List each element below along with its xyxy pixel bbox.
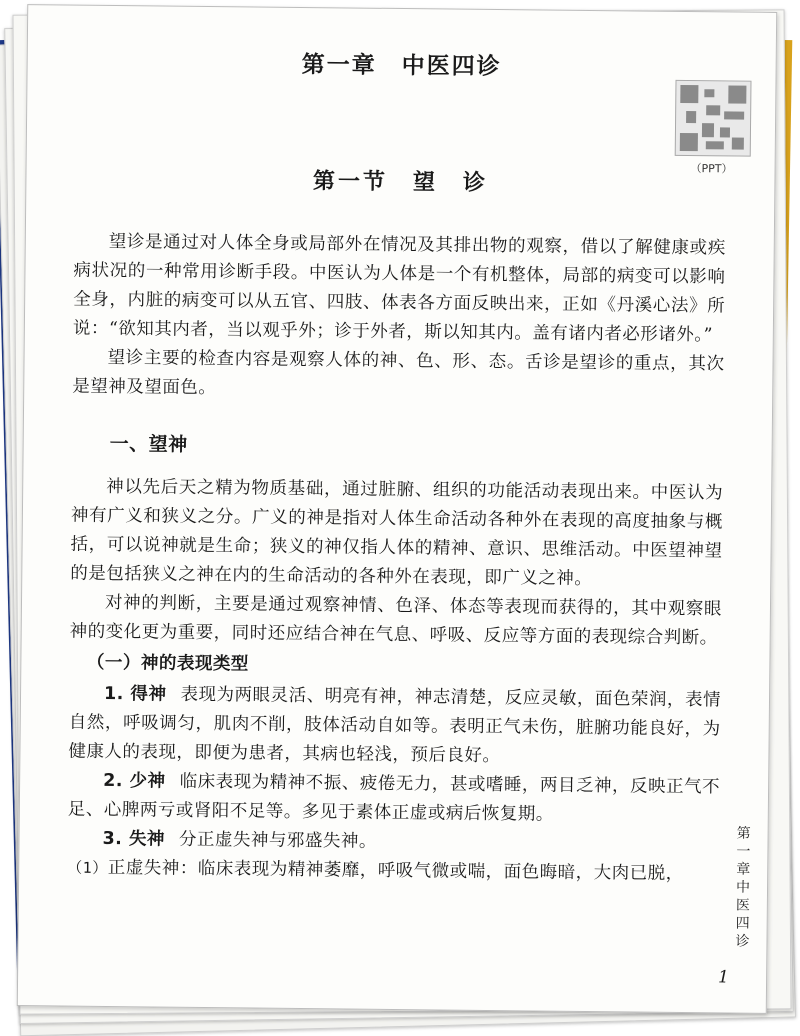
section-heading: 一、望神 xyxy=(109,432,188,456)
item-text: 表现为两眼灵活、明亮有神，神志清楚，反应灵敏，面色荣润，表情自然，呼吸调匀，肌肉不削，肢体活动自如等。表明正气未伤，脏腑功能良好，为健康人的表现，即便为患者，其病也轻浅，预后良好。 xyxy=(68,684,722,767)
subsection-heading: （一）神的表现类型 xyxy=(86,652,249,675)
qr-code-icon xyxy=(675,80,752,157)
item-lead: 3. 失神 xyxy=(102,828,166,850)
section-title: 第一节 望 诊 xyxy=(312,168,489,196)
intro-paragraph: 望诊主要的检查内容是观察人体的神、色、形、态。舌诊是望诊的重点，其次是望神及望面色。 xyxy=(72,347,725,399)
page-body xyxy=(67,228,726,890)
running-chapter-label: 第一章 中医四诊 xyxy=(735,825,765,950)
page-number: 1 xyxy=(718,967,730,988)
sub-list-item xyxy=(67,854,719,890)
list-item xyxy=(68,680,721,774)
item-text: 分正虚失神与邪盛失神。 xyxy=(178,829,378,852)
sub-item-text: 正虚失神：临床表现为精神萎靡，呼吸气微或喘，面色晦暗，大肉已脱， xyxy=(107,857,684,885)
item-lead: 2. 少神 xyxy=(103,770,166,792)
chapter-title: 第一章 中医四诊 xyxy=(301,50,502,81)
list-item xyxy=(68,767,721,832)
intro-paragraph: 望诊是通过对人体全身或局部外在情况及其排出物的观察，借以了解健康或疾病状况的一种常用诊断手段。中医认为人体是一个有机整体，局部的病变可以影响全身，内脏的病变可以从五官、四肢、体表各方面反映出来，正如《丹溪心法》所说：“欲知其内者，当以观乎外；诊于外者，斯以知其内。盖有诸内者必形诸外。” xyxy=(72,231,726,346)
item-text: 临床表现为精神不振、疲倦无力，甚或嗜睡，两目乏神，反映正气不足、心脾两亏或肾阳不足等。多见于素体正虚或病后恢复期。 xyxy=(67,771,721,825)
book-page xyxy=(17,4,777,1014)
section-paragraph: 对神的判断，主要是通过观察神情、色泽、体态等表现而获得的，其中观察眼神的变化更为重要，同时还应结合神在气息、呼吸、反应等方面的表现综合判断。 xyxy=(69,592,723,649)
item-lead: 1. 得神 xyxy=(103,683,167,705)
sub-item-number: （1） xyxy=(67,858,108,877)
qr-caption: （PPT） xyxy=(690,162,733,176)
section-paragraph: 神以先后天之精为物质基础，通过脏腑、组织的功能活动表现出来。中医认为神有广义和狭义之分。广义的神是指对人体生命活动各种外在表现的高度抽象与概括，可以说神就是生命；狭义的神仅指人体的精神、意识、思维活动。中医望神望的是包括狭义之神在内的生命活动的各种外在表现，即广义之神。 xyxy=(70,476,724,590)
